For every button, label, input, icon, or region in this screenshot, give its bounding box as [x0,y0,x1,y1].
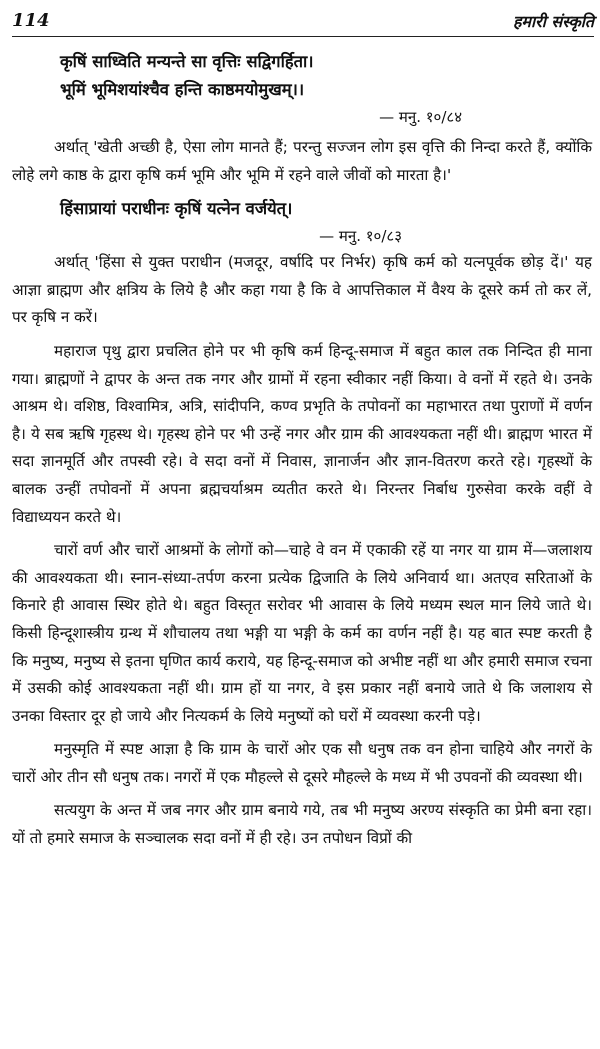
paragraph: महाराज पृथु द्वारा प्रचलित होने पर भी कृषि कर्म हिन्दू-समाज में बहुत काल तक निन्दित ही माना गया। ब्राह्मणों ने द्वापर के अन्त तक नगर और ग्रामों में रहना स्वीकार नहीं किया। वे वनों में रहते थे। उनके आश्रम थे। वशिष्ठ, विश्वामित्र, अत्रि, सांदीपनि, कण्व प्रभृति के तपोवनों का महाभारत तथा पुराणों में वर्णन है। ये सब ऋषि गृहस्थ थे। गृहस्थ होने पर भी उन्हें नगर और ग्राम की आवश्यकता नहीं थी। ब्राह्मण भारत में सदा ज्ञानमूर्ति और तपस्वी रहे। वे सदा वनों में निवास, ज्ञानार्जन और ज्ञान-वितरण करते रहे। गृहस्थों के बालक उन्हीं तपोवनों में अपना ब्रह्मचर्याश्रम व्यतीत करते थे। निरन्तर निर्बाध गुरुसेवा करके वहीं वे विद्याध्ययन करते थे। [12,341,592,526]
paragraph: सत्ययुग के अन्त में जब नगर और ग्राम बनाये गये, तब भी मनुष्य अरण्य संस्कृति का प्रेमी बना रहा। यों तो हमारे समाज के सञ्चालक सदा वनों में ही रहे। उन तपोधन विप्रों की [12,801,592,848]
verse-citation: — मनु. १०/८४ [379,108,462,126]
page-content [12,48,592,853]
paragraph: अर्थात् 'खेती अच्छी है, ऐसा लोग मानते हैं; परन्तु सज्जन लोग इस वृत्ति की निन्दा करते हैं, क्योंकि लोहे लगे काष्ठ के द्वारा कृषि कर्म भूमि और भूमि में रहने वाले जीवों को मारता है।' [12,138,592,184]
verse-citation: — मनु. १०/८३ [319,227,402,246]
verse-line: कृषिं साध्विति मन्यन्ते सा वृत्तिः सद्विगर्हिता। [60,52,314,71]
paragraph: चारों वर्ण और चारों आश्रमों के लोगों को—चाहे वे वन में एकाकी रहें या नगर या ग्राम में—जलाशय की आवश्यकता थी। स्नान-संध्या-तर्पण करना प्रत्येक द्विजाति के लिये अनिवार्य था। अतएव सरिताओं के किनारे ही आवास स्थिर होते थे। बहुत विस्तृत सरोवर भी आवास के लिये मध्यम स्थल मान लिये जाते थे। किसी हिन्दूशास्त्रीय ग्रन्थ में शौचालय तथा भङ्गी या भङ्गी के कर्म का वर्णन नहीं है। यह बात स्पष्ट करती है कि मनुष्य, मनुष्य से इतना घृणित कार्य कराये, यह हिन्दू-समाज को अभीष्ट नहीं था और हमारी समाज रचना में उसकी कोई आवश्यकता नहीं थी। ग्राम हों या नगर, वे इस प्रकार नहीं बनाये जाते थे कि जलाशय से उनका विस्तार दूर हो जाये और नित्यकर्म के लिये मनुष्यों को घरों में व्यवस्था करनी पड़े। [12,541,592,725]
verse-line: भूमिं भूमिशयांश्चैव हन्ति काष्ठमयोमुखम्।। [60,80,305,99]
paragraph: मनुस्मृति में स्पष्ट आज्ञा है कि ग्राम के चारों ओर एक सौ धनुष तक वन होना चाहिये और नगरों के चारों ओर तीन सौ धनुष तक। नगरों में एक मौहल्ले से दूसरे मौहल्ले के मध्य में भी उपवनों की व्यवस्था थी। [12,740,592,786]
paragraph: अर्थात् 'हिंसा से युक्त पराधीन (मजदूर, वर्षादि पर निर्भर) कृषि कर्म को यत्नपूर्वक छोड़ दें।' यह आज्ञा ब्राह्मण और क्षत्रिय के लिये है और कहा गया है कि वे आपत्तिकाल में वैश्य के दूसरे कर्म तो कर लें, पर कृषि न करें। [12,253,592,327]
running-title: हमारी संस्कृति [512,12,594,31]
verse-line: हिंसाप्रायां पराधीनः कृषिं यत्नेन वर्जयेत्। [60,199,293,219]
page-number: 114 [12,10,50,31]
page-header [12,6,594,37]
